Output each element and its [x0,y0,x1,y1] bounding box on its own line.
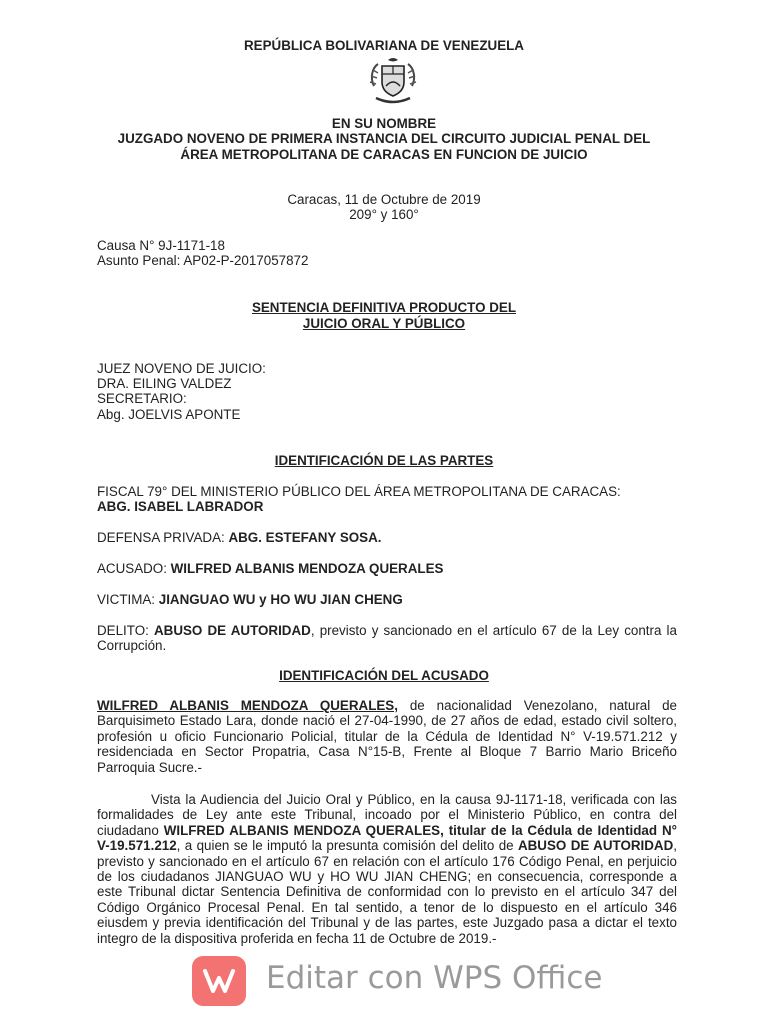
accused-paragraph [97,698,677,775]
accused-text: de nacionalidad Venezolano, natural de Barquisimeto Estado Lara, donde nació el 27-04-1990, de 27 años de edad, estado civil soltero, profesión u oficio Funcionario Policial, titular de la Cédula de Identidad N° V-19.571.212 y residenciada en Sector Propatria, Casa N°15-B, Frente al Bloque 7 Barrio Mario Briceño Parroquia Sucre.- [97,698,678,775]
accused-heading: IDENTIFICACIÓN DEL ACUSADO [279,668,489,683]
acusado-line [97,561,677,576]
coat-of-arms-icon [366,56,420,104]
accused-name: WILFRED ALBANIS MENDOZA QUERALES, [97,698,398,713]
court-name-line1: JUZGADO NOVENO DE PRIMERA INSTANCIA DEL CIRCUITO JUDICIAL PENAL DEL [117,131,651,146]
republic-header: REPÚBLICA BOLIVARIANA DE VENEZUELA [244,38,524,53]
asunto-penal: Asunto Penal: AP02-P-2017057872 [97,253,309,268]
body-part3: , a quien se le imputó la presunta comisión del delito de [176,838,518,854]
acusado-name: WILFRED ALBANIS MENDOZA QUERALES [170,561,444,576]
defensa-label: DEFENSA PRIVADA: [97,530,229,545]
sentence-title-line2: JUICIO ORAL Y PÚBLICO [302,316,466,331]
acusado-label: ACUSADO: [97,561,171,576]
defensa-line [97,530,677,545]
court-name-line2: ÁREA METROPOLITANA DE CARACAS EN FUNCION DE JUICIO [180,147,588,162]
body-part1: Vista la Audiencia del Juicio Oral y Público, en la causa 9J-1171-18, verificada con las formalidades de Ley ante este Tribunal, incoado por el Ministerio Público, en contra del ciudadano [97,792,677,838]
wps-logo-icon [192,956,246,1006]
parties-heading: IDENTIFICACIÓN DE LAS PARTES [274,453,494,468]
body-paragraph [97,792,677,946]
secretary-name: Abg. JOELVIS APONTE [97,407,241,422]
fiscal-block [97,484,677,515]
delito-name: ABUSO DE AUTORIDAD [153,623,311,638]
date-line: Caracas, 11 de Octubre de 2019 [287,192,481,207]
en-su-nombre: EN SU NOMBRE [331,116,437,131]
delito-rest: , previsto y sancionado en el artículo 67 de la Ley contra la Corrupción. [97,623,677,654]
body-part5: , previsto y sancionado en el artículo 67 en relación con el artículo 176 Código Penal, en perjuicio de los ciudadanos JIANGUAO WU y HO WU JIAN CHENG; en consecuencia, corresponde a este Tribunal dictar Sentencia Definitiva de conformidad con lo previsto en el artículo 347 del Código Orgánico Procesal Penal. En tal sentido, a tenor de lo dispuesto en el artículo 346 eiusdem y previa identificación del Tribunal y de las partes, este Juzgado pasa a dictar el texto integro de la dispositiva proferida en fecha 11 de Octubre de 2019.- [97,838,678,946]
victima-name: JIANGUAO WU y HO WU JIAN CHENG [158,592,403,607]
years-line: 209° y 160° [349,207,419,222]
body-crime: ABUSO DE AUTORIDAD [517,838,674,854]
causa-number: Causa N° 9J-1171-18 [97,238,225,253]
victima-label: VICTIMA: [97,592,159,607]
judge-label: JUEZ NOVENO DE JUICIO: [97,361,266,376]
judge-name: DRA. EILING VALDEZ [97,376,232,391]
wps-watermark-text: Editar con WPS Office [266,960,603,996]
fiscal-label: FISCAL 79° DEL MINISTERIO PÚBLICO DEL ÁREA METROPOLITANA DE CARACAS: [97,484,621,499]
delito-block [97,623,677,654]
sentence-title-line1: SENTENCIA DEFINITIVA PRODUCTO DEL [251,300,517,315]
wps-watermark[interactable] [192,954,612,1010]
fiscal-name: ABG. ISABEL LABRADOR [97,499,264,515]
body-accused-id: WILFRED ALBANIS MENDOZA QUERALES, titular de la Cédula de Identidad N° V-19.571.212 [97,822,677,854]
secretary-label: SECRETARIO: [97,391,187,406]
victima-line [97,592,677,607]
delito-label: DELITO: [97,623,154,638]
defensa-name: ABG. ESTEFANY SOSA. [228,530,382,545]
